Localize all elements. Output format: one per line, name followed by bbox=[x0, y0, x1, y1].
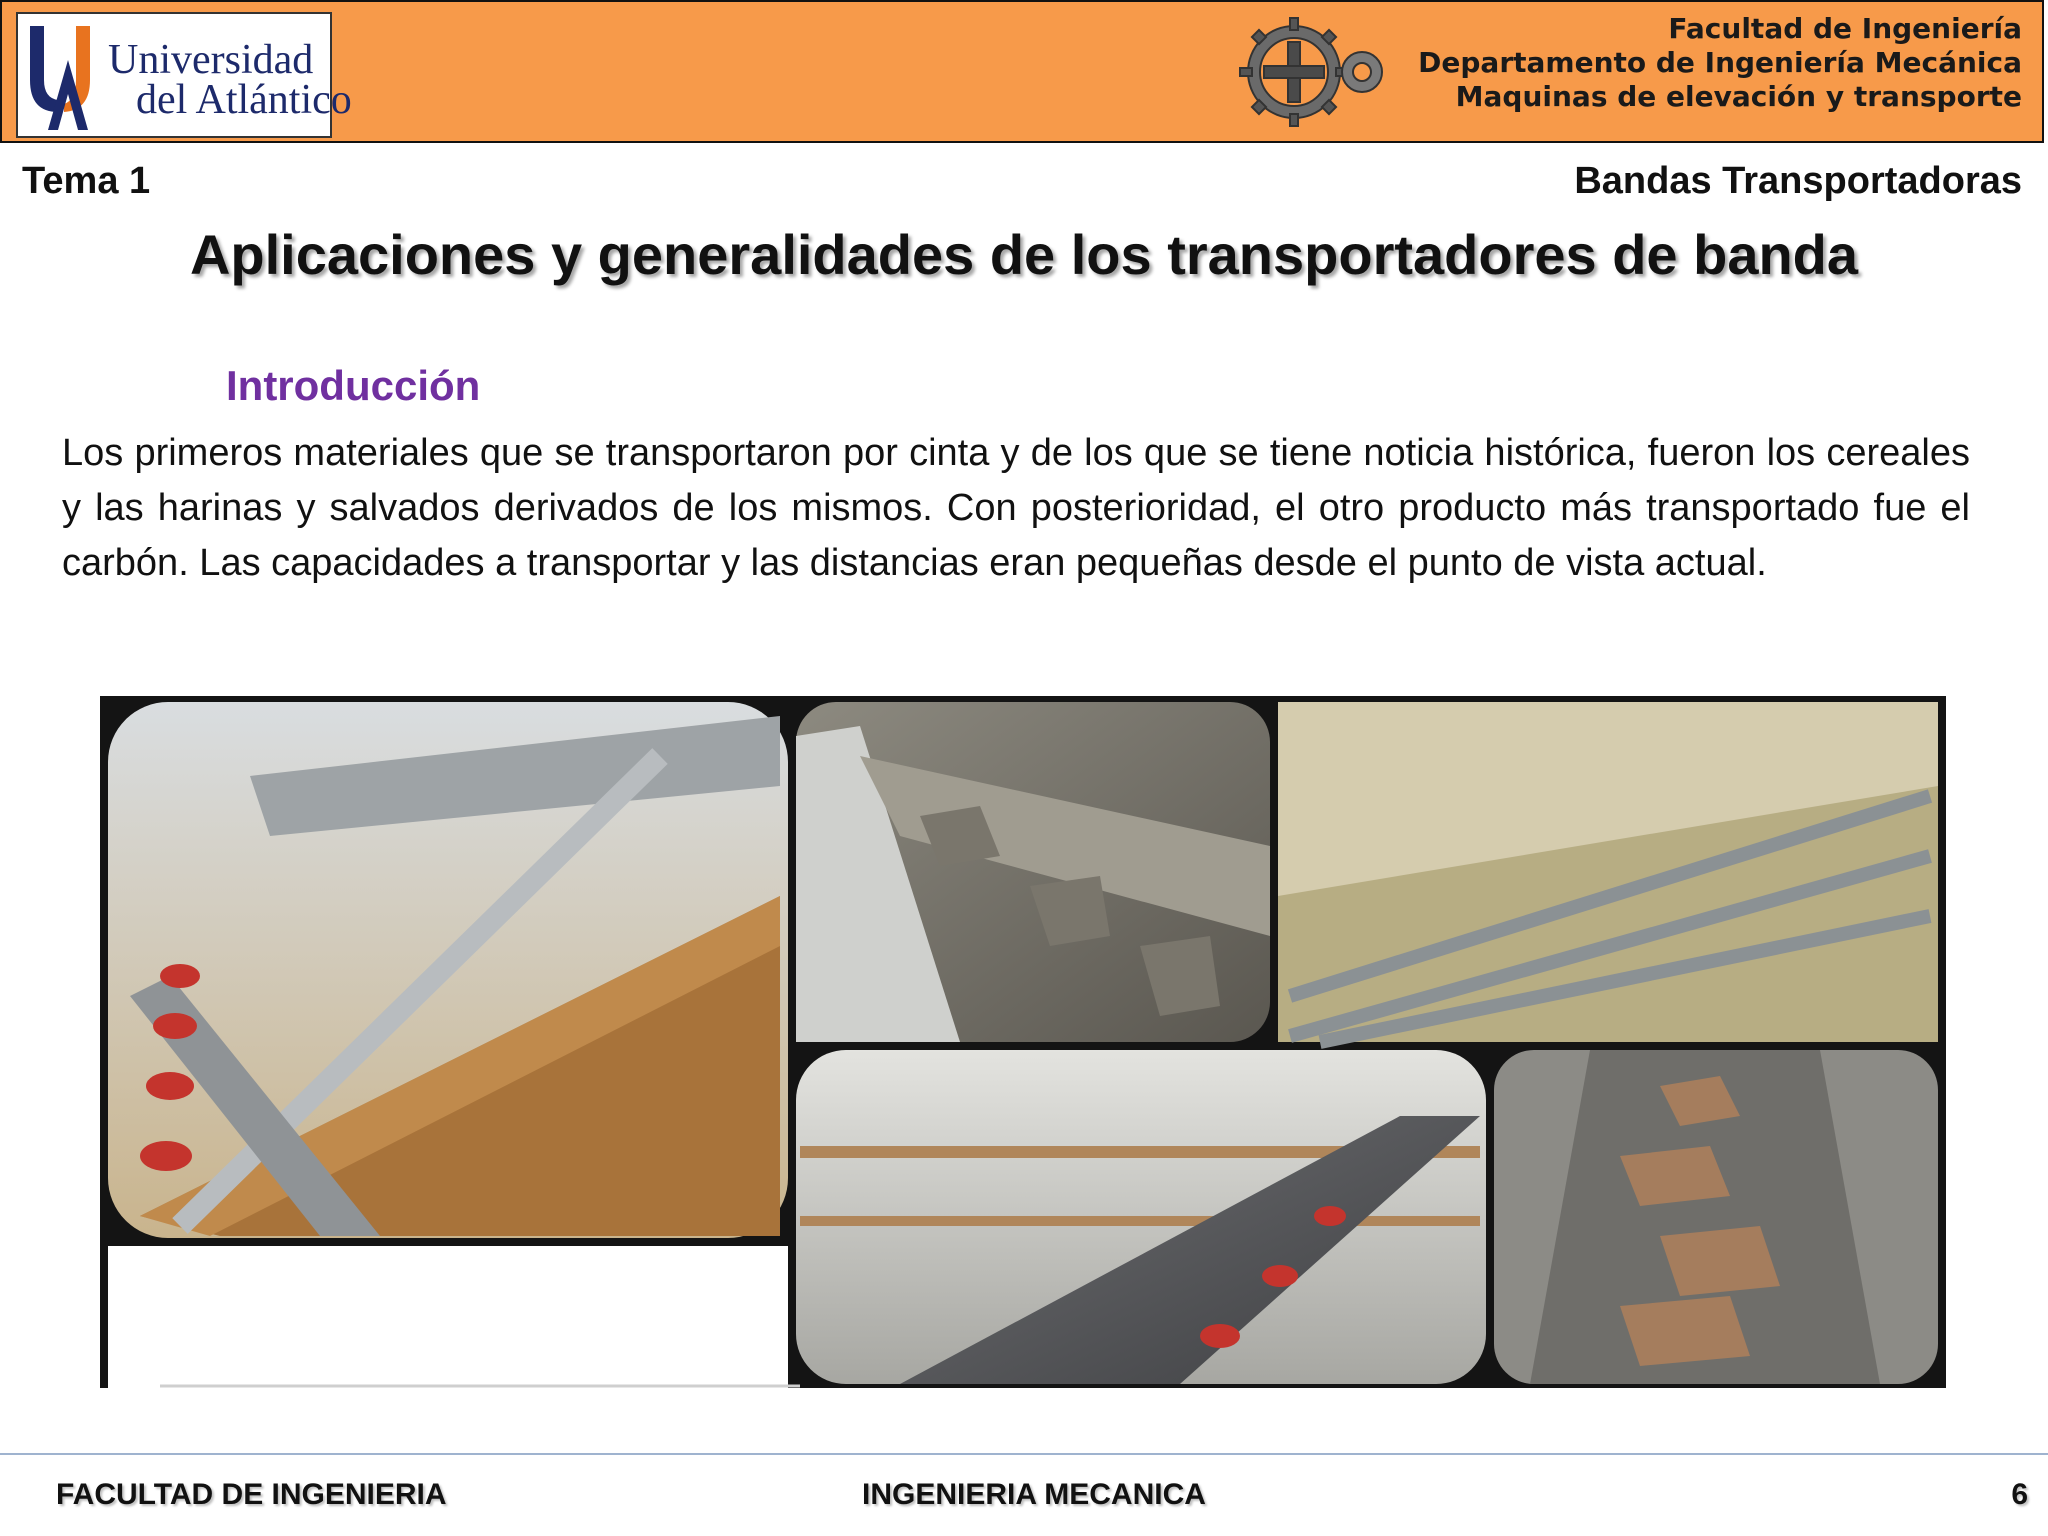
faculty-line: Facultad de Ingeniería bbox=[1668, 12, 2022, 45]
intro-paragraph: Los primeros materiales que se transportaron por cinta y de los que se tiene noticia histórica, fueron los cereales y las harinas y salvados derivados de los mismos. Con posterioridad, el otro producto más transportado fue el carbón. Las capacidades a transportar y las distancias eran pequeñas desde el punto de vista actual. bbox=[62, 432, 1970, 584]
gear-emblem-icon bbox=[1232, 16, 1392, 128]
university-logo bbox=[16, 12, 352, 138]
slide-header bbox=[0, 0, 2044, 143]
photo-rocks-belt bbox=[796, 702, 1270, 1042]
photo-river-conveyor bbox=[796, 1050, 1486, 1384]
faculty-info bbox=[1418, 12, 2022, 114]
topic-number: Tema 1 bbox=[22, 160, 151, 202]
course-line: Maquinas de elevación y transporte bbox=[1455, 80, 2022, 113]
photo-parallel-conveyors bbox=[1278, 702, 1938, 1042]
footer-divider bbox=[0, 1453, 2048, 1455]
logo-text-atlantico: del Atlántico bbox=[136, 77, 352, 123]
topic-name: Bandas Transportadoras bbox=[1574, 160, 2022, 202]
footer-program: INGENIERIA MECANICA bbox=[862, 1478, 1206, 1511]
logo-text-universidad: Universidad bbox=[108, 37, 314, 83]
department-line: Departamento de Ingeniería Mecánica bbox=[1418, 46, 2022, 79]
footer-faculty: FACULTAD DE INGENIERIA bbox=[56, 1478, 447, 1511]
university-logo-icon bbox=[24, 20, 110, 132]
page-number: 6 bbox=[2011, 1478, 2028, 1511]
photo-stones-belt bbox=[1494, 1050, 1938, 1384]
section-heading: Introducción bbox=[226, 362, 481, 409]
slide-title: Aplicaciones y generalidades de los transportadores de banda bbox=[189, 223, 1859, 286]
photo-grain-conveyor bbox=[108, 702, 788, 1238]
conveyor-photo-collage bbox=[100, 696, 1946, 1392]
